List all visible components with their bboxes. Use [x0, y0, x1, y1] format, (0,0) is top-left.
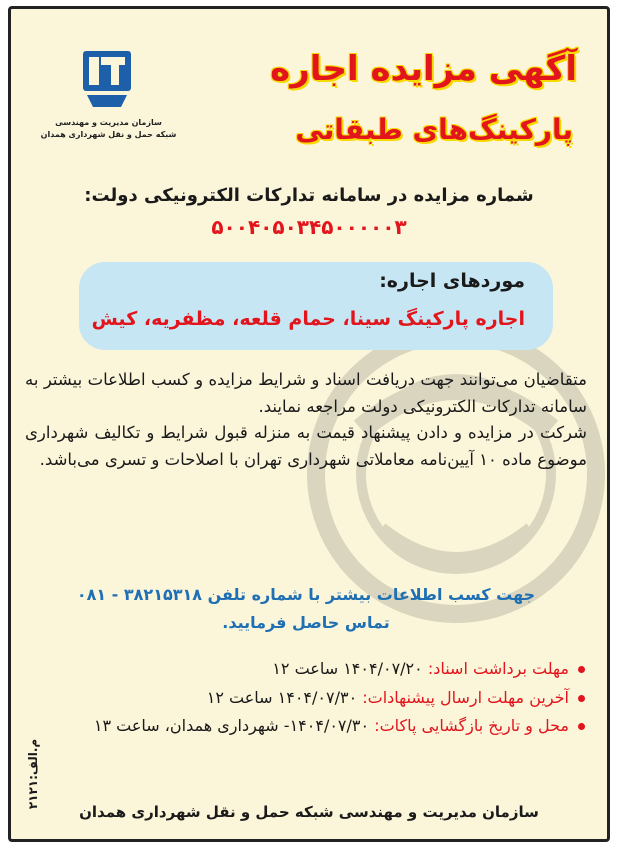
lease-items-title: موردهای اجاره:	[379, 270, 525, 292]
deadline-item	[51, 684, 587, 713]
deadline-label: آخرین مهلت ارسال پیشنهادات:	[362, 687, 569, 707]
auction-number-label: شماره مزایده در سامانه تدارکات الکترونیکی دولت:	[84, 185, 534, 206]
page-subtitle: پارکینگ‌های طبقاتی	[295, 113, 573, 146]
organization-caption-line1: سازمان مدیریت و مهندسی	[55, 118, 162, 127]
auction-number: ۵۰۰۴۰۵۰۳۴۵۰۰۰۰۰۳	[211, 215, 407, 239]
lease-items-panel	[79, 262, 553, 350]
contact-info	[25, 581, 587, 637]
deadline-label: مهلت برداشت اسناد:	[427, 659, 569, 678]
deadline-label: محل و تاریخ بازگشایی پاکات:	[374, 716, 569, 735]
deadline-value: ۱۴۰۴/۰۷/۲۰ ساعت ۱۲	[272, 659, 428, 678]
contact-line-1: جهت کسب اطلاعات بیشتر با شماره تلفن ۳۸۲۱۵۳۱۸ - ۰۸۱	[76, 585, 536, 604]
organization-logo-icon	[81, 49, 133, 111]
deadline-value: ۱۴۰۴/۰۷/۳۰ ساعت ۱۲	[206, 687, 363, 707]
body-text	[25, 367, 587, 473]
ad-reference-code-text: م.الف:۲۱۲۱	[26, 738, 40, 810]
footer-organization: سازمان مدیریت و مهندسی شبکه حمل و نقل شهرداری همدان	[79, 803, 539, 821]
deadline-list	[51, 655, 587, 741]
lease-items-list: اجاره پارکینگ سینا، حمام قلعه، مظفریه، کیش	[91, 308, 525, 330]
organization-caption-line2: شبکه حمل و نقل شهرداری همدان	[40, 130, 177, 139]
deadline-value: ۱۴۰۴/۰۷/۳۰- شهرداری همدان، ساعت ۱۳	[93, 716, 375, 735]
contact-line-2: تماس حاصل فرمایید.	[222, 613, 390, 632]
page-title: آگهی مزایده اجاره	[270, 49, 577, 89]
organization-caption	[31, 117, 186, 141]
deadline-item	[51, 655, 587, 684]
deadline-item	[51, 712, 587, 741]
body-paragraph-2: شرکت در مزایده و دادن پیشنهاد قیمت به منزله قبول شرایط و تکالیف شهرداری موضوع ماده ۱۰ آیین‌نامه معاملاتی شهرداری تهران با اصلاحات و تسری می‌باشد.	[25, 423, 587, 469]
advertisement-frame	[8, 6, 610, 842]
body-paragraph-1: متقاضیان می‌توانند جهت دریافت اسناد و شرایط مزایده و کسب اطلاعات بیشتر به سامانه تدارکات الکترونیکی دولت مراجعه نمایند.	[25, 370, 587, 416]
